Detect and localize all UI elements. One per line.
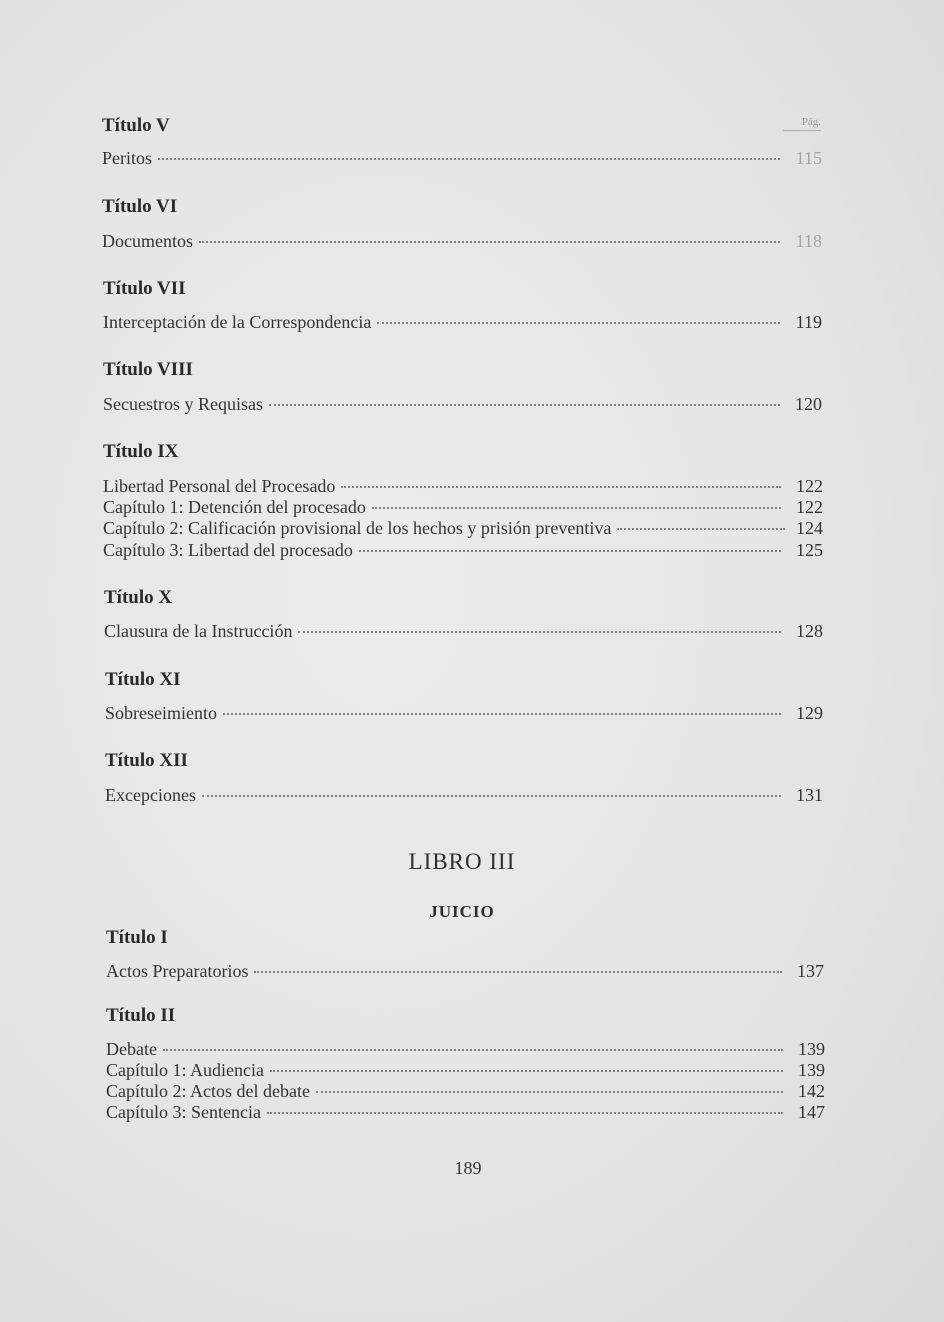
toc-entry-label: Actos Preparatorios <box>106 961 249 981</box>
toc-entry <box>102 231 822 252</box>
section-title: Título XI <box>105 669 181 690</box>
section-title: Título VI <box>102 196 178 217</box>
toc-entry-page: 122 <box>796 476 823 496</box>
libro-heading: LIBRO III <box>408 849 516 874</box>
toc-entry <box>106 1102 825 1123</box>
page-number: 189 <box>454 1158 482 1178</box>
toc-entry-page: 147 <box>798 1102 825 1122</box>
toc-entry-page: 137 <box>797 961 824 981</box>
toc-entry-label: Sobreseimiento <box>105 703 217 723</box>
dot-leader <box>298 631 781 633</box>
dot-leader <box>372 507 781 509</box>
dot-leader <box>223 713 781 715</box>
dot-leader <box>254 971 782 973</box>
section-title: Título X <box>104 587 173 608</box>
toc-entry <box>106 1060 825 1081</box>
toc-entry <box>103 518 823 539</box>
dot-leader <box>270 1070 783 1072</box>
section-title: Título VIII <box>103 359 193 380</box>
toc-entry <box>106 1039 825 1060</box>
dot-leader <box>269 404 780 406</box>
dot-leader <box>202 795 781 797</box>
toc-entry-label: Capítulo 3: Libertad del procesado <box>103 540 353 560</box>
toc-entry-label: Libertad Personal del Procesado <box>103 476 336 496</box>
toc-entry <box>104 621 823 642</box>
dot-leader <box>617 528 785 530</box>
toc-entry-label: Capítulo 1: Detención del procesado <box>103 497 366 517</box>
toc-entry-page: 122 <box>796 497 823 517</box>
section-title: Título IX <box>103 441 179 462</box>
toc-entry <box>103 312 822 333</box>
section-title: Título II <box>106 1005 176 1026</box>
toc-entry <box>105 703 823 724</box>
section-title: Título V <box>102 115 170 136</box>
toc-entry-page: 124 <box>796 518 823 538</box>
toc-entry-label: Capítulo 1: Audiencia <box>106 1060 264 1080</box>
dot-leader <box>316 1091 783 1093</box>
toc-entry-page: 139 <box>798 1039 825 1059</box>
dot-leader <box>163 1049 783 1051</box>
toc-entry-label: Interceptación de la Correspondencia <box>103 312 372 332</box>
toc-entry <box>103 394 822 415</box>
toc-entry-label: Clausura de la Instrucción <box>104 621 293 641</box>
toc-entry-label: Capítulo 2: Calificación provisional de los hechos y prisión preventiva <box>103 518 612 538</box>
toc-entry-label: Excepciones <box>105 785 196 805</box>
toc-entry-label: Debate <box>106 1039 157 1059</box>
toc-entry-page: 120 <box>795 394 822 414</box>
toc-entry-page: 128 <box>796 621 823 641</box>
libro-subtitle: JUICIO <box>429 902 495 921</box>
dot-leader <box>267 1112 783 1114</box>
page-column-header: Pág. <box>783 116 821 131</box>
toc-entry-label: Secuestros y Requisas <box>103 394 263 414</box>
toc-entry-label: Documentos <box>102 231 193 251</box>
toc-entry-page: 115 <box>795 148 822 168</box>
toc-entry-page: 119 <box>795 312 822 332</box>
toc-entry-label: Capítulo 2: Actos del debate <box>106 1081 310 1101</box>
toc-entry-page: 142 <box>798 1081 825 1101</box>
dot-leader <box>341 486 781 488</box>
toc-entry <box>102 148 822 169</box>
dot-leader <box>377 322 780 324</box>
toc-entry-label: Capítulo 3: Sentencia <box>106 1102 261 1122</box>
section-title: Título VII <box>103 278 186 299</box>
dot-leader <box>158 158 780 160</box>
toc-entry <box>103 476 823 497</box>
toc-entry <box>106 1081 825 1102</box>
section-title: Título I <box>106 927 168 948</box>
toc-entry <box>106 961 824 982</box>
section-title: Título XII <box>105 750 188 771</box>
toc-entry-label: Peritos <box>102 148 153 168</box>
dot-leader <box>359 550 781 552</box>
toc-entry <box>105 785 823 806</box>
dot-leader <box>199 241 780 243</box>
toc-entry-page: 129 <box>796 703 823 723</box>
toc-entry-page: 125 <box>796 540 823 560</box>
toc-entry-page: 118 <box>795 231 822 251</box>
toc-entry <box>103 497 823 518</box>
toc-entry-page: 131 <box>796 785 823 805</box>
toc-entry <box>103 540 823 561</box>
toc-entry-page: 139 <box>798 1060 825 1080</box>
